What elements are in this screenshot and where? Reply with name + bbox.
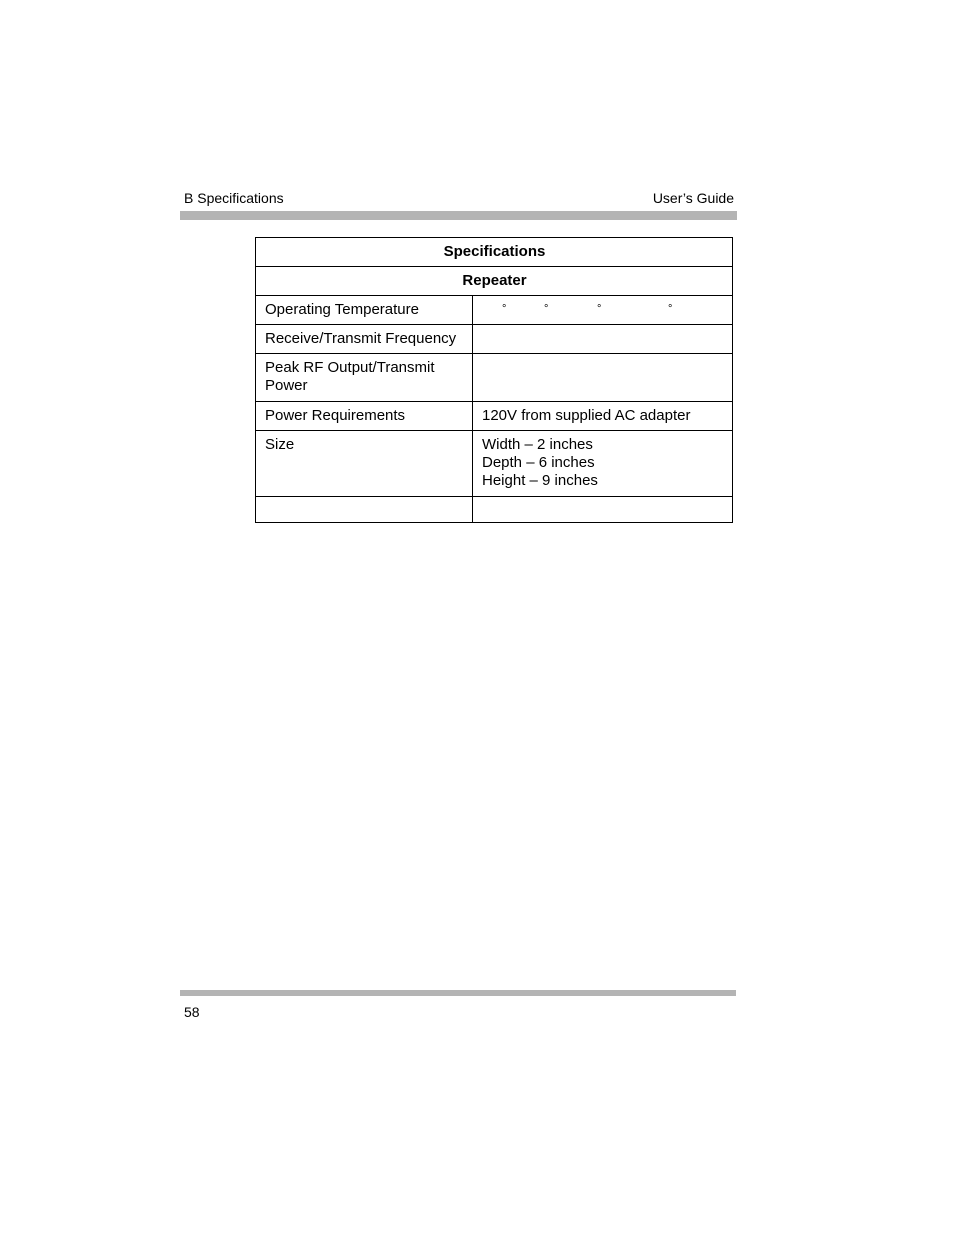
row-value-power-requirements: 120V from supplied AC adapter	[473, 402, 733, 431]
header-section-title: B Specifications	[184, 190, 284, 206]
row-label-size: Size	[256, 431, 473, 497]
row-value-size	[473, 431, 733, 497]
table-title: Specifications	[256, 238, 733, 267]
row-value-frequency	[473, 325, 733, 354]
header-guide-title: User’s Guide	[652, 190, 734, 206]
degree-mark: °	[502, 303, 507, 315]
row-label-empty	[256, 497, 473, 523]
row-value-empty	[473, 497, 733, 523]
row-label-peak-rf-output: Peak RF Output/Transmit Power	[256, 354, 473, 402]
size-height: Height – 9 inches	[482, 472, 598, 489]
footer-divider	[180, 990, 736, 996]
size-width: Width – 2 inches	[482, 436, 593, 453]
table-row	[256, 325, 733, 354]
header-divider	[180, 211, 737, 220]
table-row	[256, 497, 733, 523]
degree-mark: °	[544, 303, 549, 315]
table-subtitle: Repeater	[256, 267, 733, 296]
row-label-operating-temperature: Operating Temperature	[256, 296, 473, 325]
size-depth: Depth – 6 inches	[482, 454, 595, 471]
degree-mark: °	[597, 303, 602, 315]
table-row	[256, 296, 733, 325]
row-label-frequency: Receive/Transmit Frequency	[256, 325, 473, 354]
row-label-power-requirements: Power Requirements	[256, 402, 473, 431]
page-number: 58	[184, 1004, 200, 1020]
specifications-table	[255, 237, 733, 523]
table-row	[256, 431, 733, 497]
degree-mark: °	[668, 303, 673, 315]
table-row	[256, 354, 733, 402]
row-value-operating-temperature	[473, 296, 733, 325]
row-value-peak-rf-output	[473, 354, 733, 402]
table-row	[256, 402, 733, 431]
